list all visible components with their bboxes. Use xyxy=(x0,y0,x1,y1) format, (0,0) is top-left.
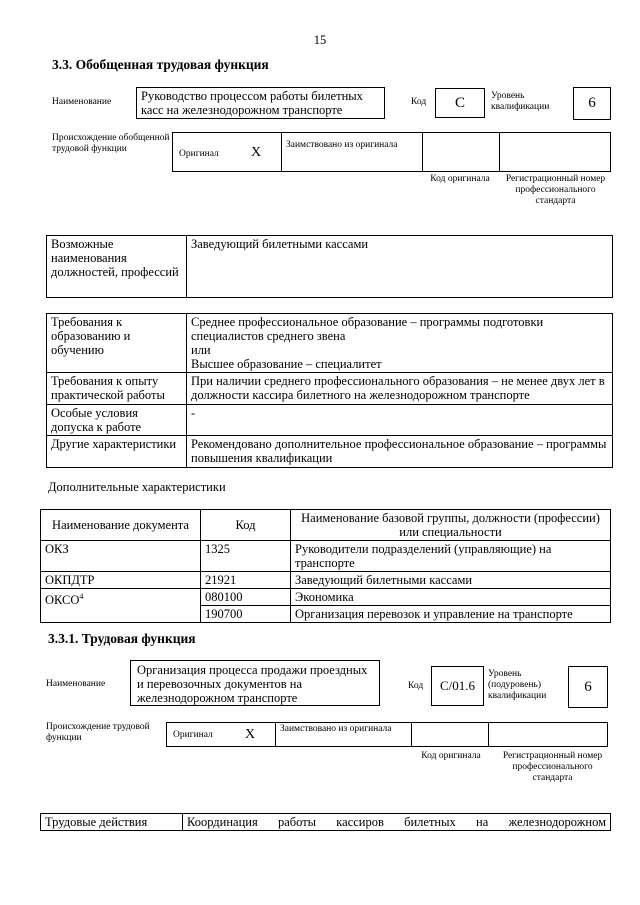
row-name: Организация перевозок и управление на транспорте xyxy=(291,606,611,623)
req-experience-label: Требования к опыту практической работы xyxy=(47,373,187,405)
additional-table xyxy=(40,509,611,623)
requirements-table xyxy=(46,313,613,468)
page-number: 15 xyxy=(313,33,327,47)
req-education-value xyxy=(187,314,613,373)
req-conditions-label: Особые условия допуска к работе xyxy=(47,405,187,436)
header-name: Наименование базовой группы, должности (профессии) или специальности xyxy=(291,510,611,541)
divider xyxy=(422,133,423,171)
labor-actions-label: Трудовые действия xyxy=(41,814,183,831)
level-value: 6 xyxy=(588,95,596,111)
req-education-label: Требования к образованию и обучению xyxy=(47,314,187,373)
divider xyxy=(499,133,500,171)
name-value-box xyxy=(130,660,380,706)
reg-number-caption: Регистрационный номер профессионального стандарта xyxy=(502,751,603,783)
reg-number-caption: Регистрационный номер профессионального стандарта xyxy=(505,174,606,206)
origin-label: Происхождение обобщенной трудовой функции xyxy=(52,133,170,154)
code-label: Код xyxy=(411,97,427,107)
row-name: Заведующий билетными кассами xyxy=(291,572,611,589)
divider xyxy=(411,723,412,746)
row-code: 190700 xyxy=(201,606,291,623)
row-name: Экономика xyxy=(291,589,611,606)
level-value-box xyxy=(568,666,608,708)
original-mark: X xyxy=(251,145,262,160)
original-mark: X xyxy=(245,727,256,742)
divider xyxy=(275,723,276,746)
origin-label: Происхождение трудовой функции xyxy=(46,722,150,743)
code-value-box xyxy=(435,88,485,118)
name-value: Руководство процессом работы билетных касс на железнодорожном транспорте xyxy=(141,89,363,117)
original-label: Оригинал xyxy=(179,149,219,159)
original-label: Оригинал xyxy=(173,730,213,740)
divider xyxy=(281,133,282,171)
divider xyxy=(488,723,489,746)
level-value-box xyxy=(573,87,611,120)
req-other-label: Другие характеристики xyxy=(47,436,187,468)
doc-name: ОКПДТР xyxy=(45,573,95,587)
labor-actions-table xyxy=(40,813,611,831)
code-original-caption: Код оригинала xyxy=(430,174,490,184)
footnote-mark: 4 xyxy=(79,592,84,601)
code-value: C/01.6 xyxy=(439,678,476,693)
req-other-value: Рекомендовано дополнительное профессиональное образование – программы повышения квалификации xyxy=(187,436,613,468)
level-value: 6 xyxy=(584,679,592,695)
row-code: 1325 xyxy=(201,541,291,572)
row-code: 21921 xyxy=(201,572,291,589)
code-original-caption: Код оригинала xyxy=(421,751,481,761)
row-name: Руководители подразделений (управляющие) на транспорте xyxy=(291,541,611,572)
row-doc xyxy=(41,589,201,623)
additional-heading: Дополнительные характеристики xyxy=(48,480,226,494)
code-label: Код xyxy=(408,681,424,691)
req-education-line: Среднее профессиональное образование – программы подготовки специалистов среднего звена xyxy=(191,315,544,343)
origin-box xyxy=(166,722,608,747)
doc-name: ОКСО xyxy=(45,593,80,608)
doc-name: ОКЗ xyxy=(45,542,69,556)
positions-value: Заведующий билетными кассами xyxy=(187,236,613,298)
borrowed-label: Заимствовано из оригинала xyxy=(280,724,392,734)
name-value: Организация процесса продажи проездных и перевозочных документов на железнодорожном транспорте xyxy=(137,663,368,705)
level-label: Уровень (подуровень) квалификации xyxy=(488,669,547,701)
req-education-line: Высшее образование – специалитет xyxy=(191,357,382,371)
name-value-box xyxy=(136,87,385,119)
section-heading-3-3: 3.3. Обобщенная трудовая функция xyxy=(52,57,269,72)
req-education-line: или xyxy=(191,343,211,357)
code-value-box xyxy=(431,666,484,706)
row-doc xyxy=(41,541,201,572)
header-code: Код xyxy=(201,510,291,541)
labor-actions-first-line: Координация работы кассиров билетных на железнодорожном xyxy=(183,814,611,831)
positions-label: Возможные наименования должностей, профессий xyxy=(47,236,187,298)
name-label: Наименование xyxy=(46,679,106,689)
req-conditions-value: - xyxy=(187,405,613,436)
level-label: Уровень квалификации xyxy=(491,91,550,112)
borrowed-label: Заимствовано из оригинала xyxy=(286,140,398,150)
row-code: 080100 xyxy=(201,589,291,606)
req-experience-value: При наличии среднего профессионального образования – не менее двух лет в должности кассира билетного на железнодорожном транспорте xyxy=(187,373,613,405)
origin-box xyxy=(172,132,611,172)
positions-table xyxy=(46,235,613,298)
name-label: Наименование xyxy=(52,97,112,107)
code-value: C xyxy=(454,95,465,111)
section-heading-3-3-1: 3.3.1. Трудовая функция xyxy=(48,631,196,646)
row-doc xyxy=(41,572,201,589)
header-doc: Наименование документа xyxy=(41,510,201,541)
